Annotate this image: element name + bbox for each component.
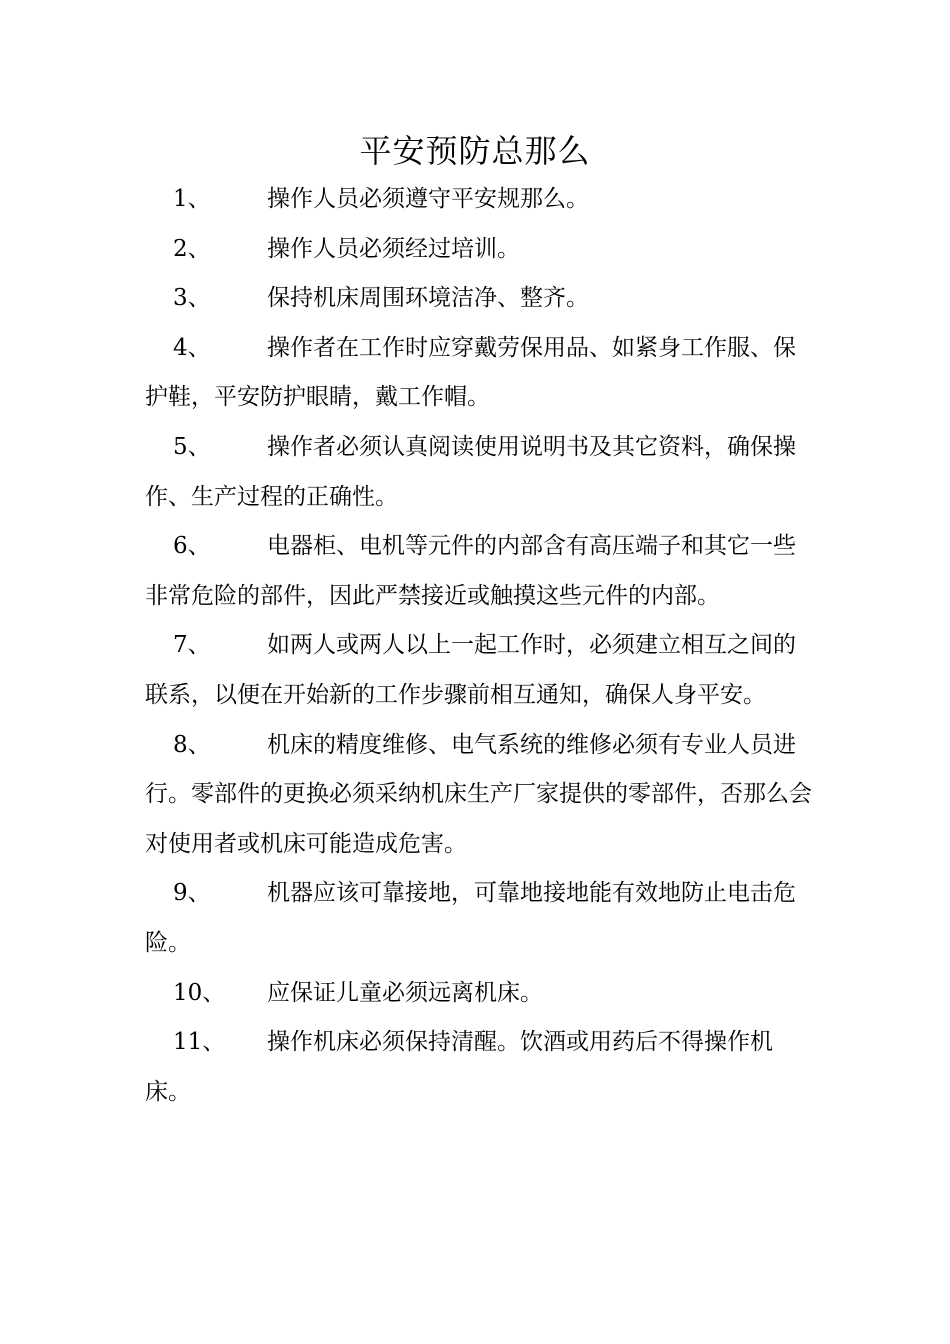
document-title: 平安预防总那么 (359, 132, 591, 170)
rule-number: 1、 (173, 186, 211, 212)
rule-number: 3、 (173, 285, 211, 312)
rule-text: 机床的精度维修、电气系统的维修必须有专业人员进行。零部件的更换必须采纳机床生产厂家提供的零部件，否那么会对使用者或机床可能造成危害。 (145, 731, 812, 857)
rule-number: 11、 (173, 1029, 226, 1056)
rule-item (145, 1018, 815, 1117)
rule-text: 操作机床必须保持清醒。饮酒或用药后不得操作机床。 (145, 1029, 773, 1105)
rule-item (145, 721, 815, 870)
rule-list (145, 175, 815, 1117)
rule-text: 操作者在工作时应穿戴劳保用品、如紧身工作服、保护鞋，平安防护眼睛，戴工作帽。 (145, 334, 796, 411)
rule-item (145, 324, 815, 423)
rule-text: 操作人员必须遵守平安规那么。 (267, 186, 589, 212)
rule-item (145, 423, 815, 522)
rule-text: 如两人或两人以上一起工作时，必须建立相互之间的联系，以便在开始新的工作步骤前相互通知，确保人身平安。 (145, 632, 796, 708)
rule-text: 保持机床周围环境洁净、整齐。 (267, 285, 589, 312)
rule-number: 10、 (173, 979, 226, 1006)
rule-number: 5、 (173, 433, 211, 460)
rule-number: 6、 (173, 533, 211, 560)
rule-text: 操作人员必须经过培训。 (267, 235, 520, 262)
rule-text: 电器柜、电机等元件的内部含有高压端子和其它一些非常危险的部件，因此严禁接近或触摸这些元件的内部。 (145, 533, 796, 609)
rule-text: 机器应该可靠接地，可靠地接地能有效地防止电击危险。 (145, 880, 796, 956)
rule-item (145, 274, 815, 324)
rule-item (145, 175, 815, 225)
rule-number: 4、 (173, 334, 211, 361)
rule-item (145, 869, 815, 968)
rule-item (145, 522, 815, 621)
rule-item (145, 621, 815, 720)
rule-number: 8、 (173, 731, 211, 758)
rule-number: 7、 (173, 632, 211, 659)
rule-text: 操作者必须认真阅读使用说明书及其它资料，确保操作、生产过程的正确性。 (145, 433, 796, 510)
rule-number: 2、 (173, 235, 211, 262)
rule-number: 9、 (173, 880, 211, 907)
rule-item (145, 225, 815, 275)
rule-text: 应保证儿童必须远离机床。 (267, 979, 543, 1006)
rule-item (145, 969, 815, 1019)
